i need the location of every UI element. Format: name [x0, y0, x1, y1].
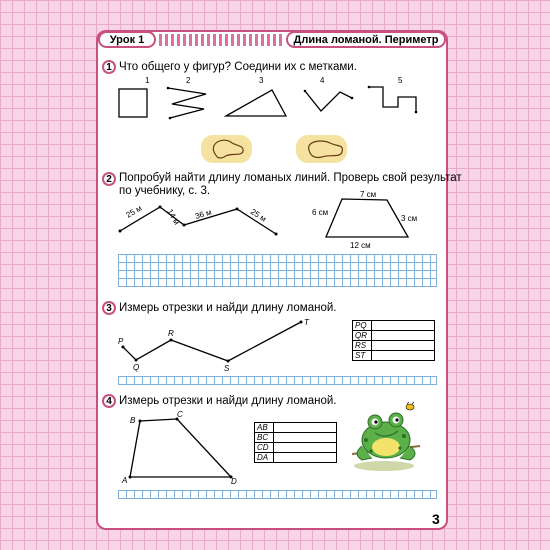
quad-top-label: 7 см	[360, 190, 377, 199]
task-1-number: 1	[102, 60, 116, 74]
page-number: 3	[432, 511, 440, 527]
row-key: CD	[255, 443, 274, 453]
task-3-text: Измерь отрезки и найди длину ломаной.	[119, 302, 337, 314]
task-2-number: 2	[102, 172, 116, 186]
task-2-text-line2: по учебнику, с. 3.	[119, 185, 211, 197]
segment-label-3: 36 м	[194, 207, 213, 221]
quad-right-label: 3 см	[401, 214, 418, 223]
point-R: R	[168, 329, 174, 338]
row-key: QR	[353, 331, 372, 341]
lesson-title: Длина ломаной. Периметр	[286, 31, 446, 48]
figure-number-2: 2	[186, 76, 191, 85]
row-key: PQ	[353, 321, 372, 331]
point-T: T	[304, 318, 309, 327]
quad-left-label: 6 см	[312, 208, 329, 217]
task-3-number: 3	[102, 301, 116, 315]
point-Q: Q	[133, 363, 140, 372]
segment-label-1: 25 м	[124, 203, 144, 220]
row-key: RS	[353, 341, 372, 351]
point-P: P	[118, 337, 124, 346]
segment-label-4: 25 м	[248, 207, 268, 224]
figure-number-1: 1	[145, 76, 150, 85]
segment-label-2: 14 м	[165, 207, 182, 227]
task-4-number: 4	[102, 394, 116, 408]
task-4-answer-grid[interactable]	[118, 490, 437, 499]
figure-number-4: 4	[320, 76, 325, 85]
lesson-label: Урок 1	[98, 31, 156, 48]
row-key: ST	[353, 351, 372, 361]
point-B: B	[130, 416, 136, 425]
row-key: BC	[255, 433, 274, 443]
row-key: AB	[255, 423, 274, 433]
point-D: D	[231, 477, 237, 486]
point-S: S	[224, 364, 230, 373]
task-2-text-line1: Попробуй найти длину ломаных линий. Проверь свой результат	[119, 172, 462, 184]
point-C: C	[177, 410, 183, 419]
task-4-text: Измерь отрезки и найди длину ломаной.	[119, 395, 337, 407]
row-key: DA	[255, 453, 274, 463]
task-1-text: Что общего у фигур? Соедини их с метками.	[119, 61, 357, 73]
quad-bottom-label: 12 см	[350, 241, 371, 250]
figure-number-5: 5	[398, 76, 403, 85]
figure-number-3: 3	[259, 76, 264, 85]
point-A: A	[122, 476, 128, 485]
